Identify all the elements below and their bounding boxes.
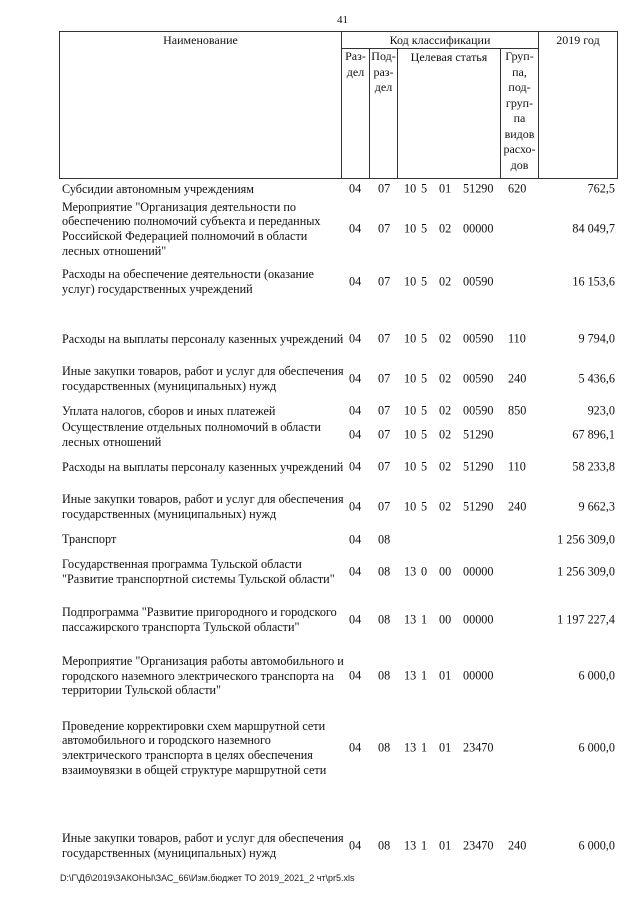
row-subprogram: 5: [421, 403, 428, 418]
row-razdel: 04: [349, 740, 362, 755]
page-number: 41: [337, 14, 348, 26]
table-row: [59, 548, 617, 596]
row-program: 10: [404, 499, 417, 514]
row-direction: 00000: [463, 612, 494, 627]
table-row: [59, 261, 617, 303]
row-direction: 51290: [463, 499, 494, 514]
row-amount: 6 000,0: [578, 740, 615, 755]
row-podrazdel: 08: [378, 740, 391, 755]
row-razdel: 04: [349, 181, 362, 196]
row-direction: 00000: [463, 668, 494, 683]
table-row: [59, 483, 617, 531]
row-razdel: 04: [349, 331, 362, 346]
row-direction: 51290: [463, 427, 494, 442]
row-program: 13: [404, 838, 417, 853]
row-measure: 01: [439, 740, 452, 755]
header-year: 2019 год: [539, 32, 618, 179]
row-razdel: 04: [349, 403, 362, 418]
row-razdel: 04: [349, 459, 362, 474]
budget-rows: [59, 181, 617, 870]
row-measure: 02: [439, 427, 452, 442]
row-direction: 51290: [463, 181, 494, 196]
row-program: 13: [404, 564, 417, 579]
row-vid: 240: [508, 838, 527, 853]
row-razdel: 04: [349, 564, 362, 579]
row-direction: 00590: [463, 403, 494, 418]
row-name: Расходы на обеспечение деятельности (оказание услуг) государственных учреждений: [62, 267, 314, 296]
row-name: Мероприятие "Организация деятельности по обеспечению полномочий субъекта и переданных Российской Федерацией полномочий в области лесных отношений": [62, 199, 321, 258]
row-razdel: 04: [349, 371, 362, 386]
row-program: 10: [404, 403, 417, 418]
table-header: [59, 31, 618, 179]
row-amount: 5 436,6: [578, 371, 615, 386]
row-podrazdel: 08: [378, 668, 391, 683]
row-program: 10: [404, 221, 417, 236]
row-amount: 67 896,1: [572, 427, 615, 442]
row-measure: 02: [439, 403, 452, 418]
row-name: Расходы на выплаты персоналу казенных учреждений: [62, 459, 344, 474]
row-subprogram: 5: [421, 331, 428, 346]
row-podrazdel: 08: [378, 532, 391, 546]
row-direction: 23470: [463, 838, 494, 853]
row-razdel: 04: [349, 427, 362, 442]
table-row: [59, 644, 617, 708]
header-group: Груп- па, под- груп- па видов расхо- дов: [501, 49, 539, 179]
row-measure: 01: [439, 181, 452, 196]
row-vid: 850: [508, 403, 527, 418]
row-measure: 01: [439, 668, 452, 683]
file-path-footer: D:\Г\Дб\2019\ЗАКОНЫ\ЗАС_66\Изм.бюджет ТО 2019_2021_2 чт\pr5.xls: [60, 873, 355, 883]
row-podrazdel: 07: [378, 459, 391, 474]
row-razdel: 04: [349, 532, 362, 546]
row-vid: 110: [508, 459, 526, 474]
table-row: [59, 596, 617, 644]
row-measure: 00: [439, 612, 452, 627]
table-row: [59, 419, 617, 451]
row-amount: 9 662,3: [578, 499, 615, 514]
header-podrazdel: Под- раз- дел: [370, 49, 398, 179]
row-amount: 6 000,0: [578, 838, 615, 853]
row-program: 10: [404, 371, 417, 386]
row-measure: 02: [439, 221, 452, 236]
table-row: [59, 181, 617, 197]
row-name: Субсидии автономным учреждениям: [62, 181, 254, 196]
row-subprogram: 1: [421, 668, 428, 683]
row-subprogram: 1: [421, 740, 428, 755]
row-amount: 16 153,6: [572, 274, 615, 289]
row-name: Государственная программа Тульской области "Развитие транспортной системы Тульской области": [62, 557, 335, 586]
row-amount: 84 049,7: [572, 221, 615, 236]
row-spacer: [59, 788, 617, 822]
row-amount: 1 256 309,0: [557, 564, 615, 579]
row-amount: 6 000,0: [578, 668, 615, 683]
row-measure: 02: [439, 331, 452, 346]
table-row: [59, 403, 617, 419]
row-vid: 620: [508, 181, 527, 196]
row-podrazdel: 07: [378, 331, 391, 346]
row-amount: 923,0: [587, 403, 615, 418]
row-subprogram: 5: [421, 499, 428, 514]
row-podrazdel: 07: [378, 221, 391, 236]
row-subprogram: 5: [421, 427, 428, 442]
header-name: Наименование: [60, 32, 342, 179]
row-program: 10: [404, 181, 417, 196]
row-name: Транспорт: [62, 532, 117, 547]
row-podrazdel: 08: [378, 612, 391, 627]
row-subprogram: 0: [421, 564, 428, 579]
row-subprogram: 5: [421, 274, 428, 289]
row-razdel: 04: [349, 612, 362, 627]
row-vid: 110: [508, 331, 526, 346]
row-name: Иные закупки товаров, работ и услуг для обеспечения государственных (муниципальных) нужд: [62, 831, 344, 860]
row-subprogram: 1: [421, 838, 428, 853]
row-direction: 23470: [463, 740, 494, 755]
row-amount: 762,5: [587, 181, 615, 196]
row-podrazdel: 08: [378, 838, 391, 853]
row-program: 10: [404, 331, 417, 346]
row-podrazdel: 07: [378, 274, 391, 289]
row-podrazdel: 07: [378, 427, 391, 442]
table-row: [59, 323, 617, 355]
row-podrazdel: 08: [378, 564, 391, 579]
row-podrazdel: 07: [378, 181, 391, 196]
row-subprogram: 5: [421, 459, 428, 474]
table-row: [59, 355, 617, 403]
row-name: Подпрограмма "Развитие пригородного и городского пассажирского транспорта Тульской области": [62, 605, 337, 634]
row-name: Иные закупки товаров, работ и услуг для обеспечения государственных (муниципальных) нужд: [62, 364, 344, 393]
row-direction: 51290: [463, 459, 494, 474]
row-razdel: 04: [349, 274, 362, 289]
row-program: 13: [404, 668, 417, 683]
row-amount: 9 794,0: [578, 331, 615, 346]
header-target: Целевая статья: [398, 49, 501, 179]
row-direction: 00000: [463, 221, 494, 236]
row-amount: 1 256 309,0: [557, 532, 615, 546]
row-direction: 00000: [463, 564, 494, 579]
row-subprogram: 5: [421, 181, 428, 196]
row-name: Иные закупки товаров, работ и услуг для обеспечения государственных (муниципальных) нужд: [62, 492, 344, 521]
row-measure: 02: [439, 274, 452, 289]
row-program: 13: [404, 740, 417, 755]
table-row: [59, 822, 617, 870]
table-row: [59, 531, 617, 548]
row-podrazdel: 07: [378, 371, 391, 386]
row-razdel: 04: [349, 668, 362, 683]
row-subprogram: 5: [421, 221, 428, 236]
row-name: Расходы на выплаты персоналу казенных учреждений: [62, 331, 344, 346]
row-program: 10: [404, 459, 417, 474]
row-vid: 240: [508, 371, 527, 386]
table-row: [59, 708, 617, 788]
row-measure: 00: [439, 564, 452, 579]
row-program: 13: [404, 612, 417, 627]
row-measure: 02: [439, 371, 452, 386]
row-subprogram: 5: [421, 371, 428, 386]
row-program: 10: [404, 427, 417, 442]
row-spacer: [59, 303, 617, 323]
row-name: Мероприятие "Организация работы автомобильного и городского наземного электрического транспорта на территории Тульской области": [62, 654, 344, 698]
row-measure: 02: [439, 499, 452, 514]
row-name: Осуществление отдельных полномочий в области лесных отношений: [62, 420, 321, 449]
row-razdel: 04: [349, 499, 362, 514]
row-direction: 00590: [463, 274, 494, 289]
row-razdel: 04: [349, 838, 362, 853]
row-program: 10: [404, 274, 417, 289]
table-row: [59, 451, 617, 483]
row-direction: 00590: [463, 371, 494, 386]
row-name: Уплата налогов, сборов и иных платежей: [62, 403, 276, 418]
row-podrazdel: 07: [378, 499, 391, 514]
row-razdel: 04: [349, 221, 362, 236]
row-measure: 02: [439, 459, 452, 474]
row-direction: 00590: [463, 331, 494, 346]
row-subprogram: 1: [421, 612, 428, 627]
row-measure: 01: [439, 838, 452, 853]
row-amount: 58 233,8: [572, 459, 615, 474]
row-name: Проведение корректировки схем маршрутной сети автомобильного и городского наземного электрического транспорта в целях обеспечения взаимоувязки в общей структуре маршрутной сети: [62, 718, 327, 777]
table-row: [59, 197, 617, 261]
row-vid: 240: [508, 499, 527, 514]
row-podrazdel: 07: [378, 403, 391, 418]
header-razdel: Раз- дел: [342, 49, 370, 179]
header-code: Код классификации: [342, 32, 539, 49]
row-amount: 1 197 227,4: [557, 612, 615, 627]
